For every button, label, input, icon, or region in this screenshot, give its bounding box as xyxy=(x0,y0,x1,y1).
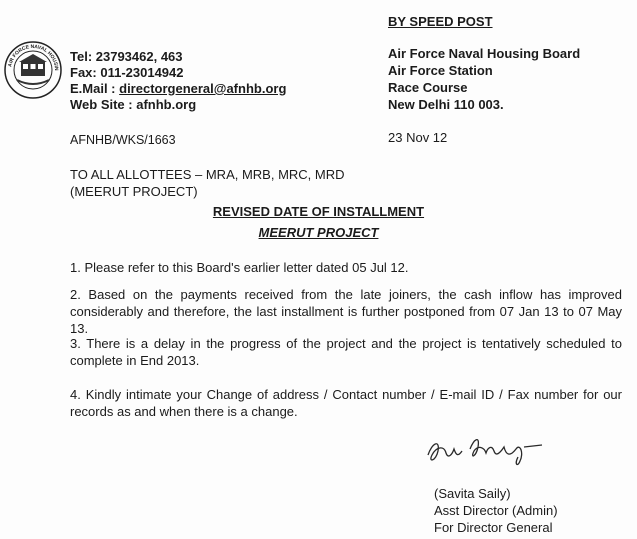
reference-number: AFNHB/WKS/1663 xyxy=(70,133,176,147)
address-line: Air Force Station xyxy=(388,63,493,78)
signatory-for: For Director General xyxy=(434,520,553,535)
address-line: New Delhi 110 003. xyxy=(388,97,504,112)
paragraph-1: 1. Please refer to this Board's earlier letter dated 05 Jul 12. xyxy=(70,260,409,275)
recipient-project: (MEERUT PROJECT) xyxy=(70,184,198,199)
website: Web Site : afnhb.org xyxy=(70,97,197,112)
fax: Fax: 011-23014942 xyxy=(70,65,184,80)
subject-project-row xyxy=(0,225,637,240)
letter-date: 23 Nov 12 xyxy=(388,130,448,145)
paragraph-4: 4. Kindly intimate your Change of address / Contact number / E-mail ID / Fax number for our records as and when there is a change. xyxy=(70,387,622,419)
recipient-block xyxy=(70,166,345,200)
signatory-designation: Asst Director (Admin) xyxy=(434,503,558,518)
paragraph-2: 2. Based on the payments received from the late joiners, the cash inflow has improved considerably and therefore, the last installment is further postponed from 07 Jan 13 to 07 May 13. xyxy=(70,287,622,336)
address-line: Air Force Naval Housing Board xyxy=(388,46,581,61)
signatory-name: (Savita Saily) xyxy=(434,486,511,501)
subject-title: REVISED DATE OF INSTALLMENT xyxy=(212,204,425,219)
subject-project: MEERUT PROJECT xyxy=(258,225,379,240)
address-line: Race Course xyxy=(388,80,468,95)
paragraph-3: 3. There is a delay in the progress of the project and the project is tentatively scheduled to complete in End 2013. xyxy=(70,336,622,368)
email-link[interactable]: directorgeneral@afnhb.org xyxy=(119,81,287,96)
signatory-block xyxy=(434,485,558,536)
speed-post-label: BY SPEED POST xyxy=(388,14,493,29)
subject-title-row xyxy=(0,204,637,219)
recipient-line: TO ALL ALLOTTEES – MRA, MRB, MRC, MRD xyxy=(70,167,345,182)
email-line xyxy=(70,81,286,97)
telephone: Tel: 23793462, 463 xyxy=(70,49,183,64)
afnhb-emblem-icon xyxy=(3,40,63,100)
logo-ring-text: AIR FORCE NAVAL HOUSIN xyxy=(7,43,60,71)
address-block xyxy=(388,45,580,113)
signature-mark xyxy=(420,425,550,470)
contact-block xyxy=(70,49,286,113)
email-label: E.Mail : xyxy=(70,81,120,96)
